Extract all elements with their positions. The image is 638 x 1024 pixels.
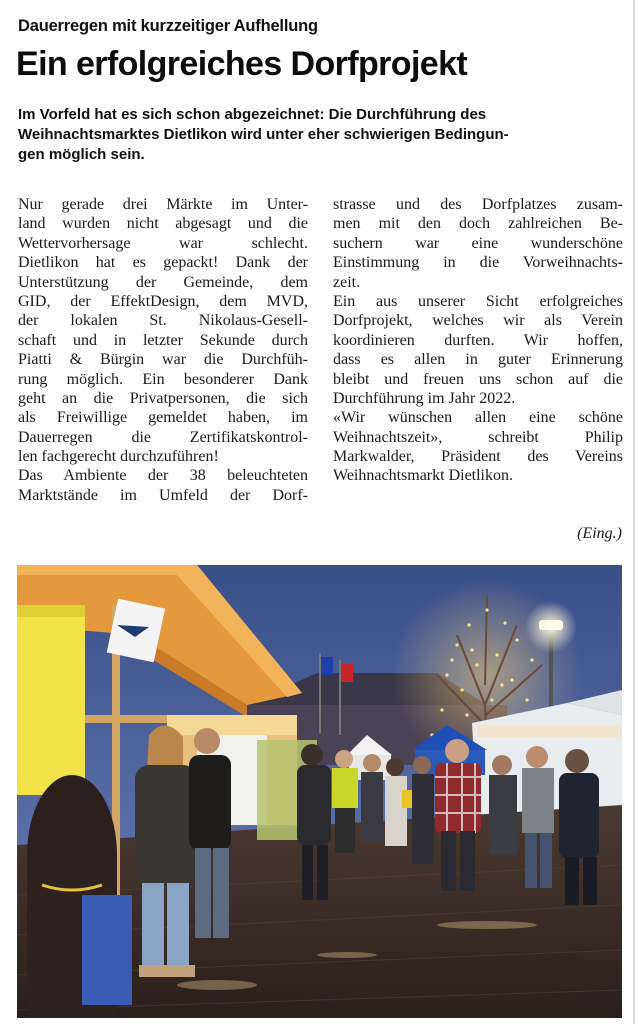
body-line: Nur gerade drei Märkte im Unter- [18,196,308,213]
body-line: Dietlikon hat es gepackt! Dank der [18,254,308,272]
body-line: dass es allen in guter Erinnerung [333,351,623,369]
body-line: Weihnachtsmarkt Dietlikon. [333,467,513,485]
lead-line: Im Vorfeld hat es sich schon abgezeichnet: Die Durchführung des [18,106,487,123]
lead-line: gen möglich sein. [18,146,145,163]
body-line: Wettervorhersage war schlecht. [18,234,308,252]
body-line: rung möglich. Ein besonderer Dank [18,370,308,388]
body-line: schaft und in letzter Sekunde durch [18,331,308,349]
body-line: suchern war eine wunderschöne [333,234,623,252]
body-line: Das Ambiente der 38 beleuchteten [18,467,308,485]
body-line: Einstimmung in die Vorweihnachts- [333,254,623,272]
body-line: Markwalder, Präsident des Vereins [333,448,623,466]
body-line: Dorfprojekt, welches wir als Verein [333,312,623,330]
article-headline: Ein erfolgreiches Dorfprojekt [16,45,468,83]
article-lead [18,105,618,165]
lead-line: Weihnachtsmarktes Dietlikon wird unter eher schwierigen Bedingun- [18,126,509,143]
article-signoff: (Eing.) [577,525,622,542]
body-line: der lokalen St. Nikolaus-Gesell- [18,312,308,330]
market-photo-illustration [17,565,622,1018]
body-line: koordinieren durften. Wir hoffen, [333,331,623,349]
body-line: land wurden nicht abgesagt und die [18,215,308,233]
body-line: Unterstützung der Gemeinde, dem [18,273,308,291]
body-line: Piatti & Bürgin war die Durchfüh- [18,351,308,369]
page-edge-rule [633,0,635,1024]
body-line: len fachgerecht durchzuführen! [18,448,219,466]
body-line: Weihnachtszeit», schreibt Philip [333,428,623,446]
body-line: Ein aus unserer Sicht erfolgreiches [333,292,623,310]
article-kicker: Dauerregen mit kurzzeitiger Aufhellung [18,17,318,35]
market-photo [17,565,622,1018]
body-line: GID, der EffektDesign, dem MVD, [18,292,308,310]
body-line: bleibt und freuen uns schon auf die [333,370,623,388]
body-line: men mit den doch zahlreichen Be- [333,215,623,233]
body-line: strasse und des Dorfplatzes zusam- [333,196,623,213]
body-line: Durchführung im Jahr 2022. [333,389,516,407]
body-column-right [333,195,623,486]
body-line: als Freiwillige gemeldet haben, im [18,409,308,427]
body-line: «Wir wünschen allen eine schöne [333,409,623,427]
body-line: Marktstände im Umfeld der Dorf- [18,486,308,504]
body-line: geht an die Privatpersonen, die sich [18,389,308,407]
body-line: Dauerregen die Zertifikatskontrol- [18,428,308,446]
body-column-left [18,195,308,505]
body-line: zeit. [333,273,361,291]
